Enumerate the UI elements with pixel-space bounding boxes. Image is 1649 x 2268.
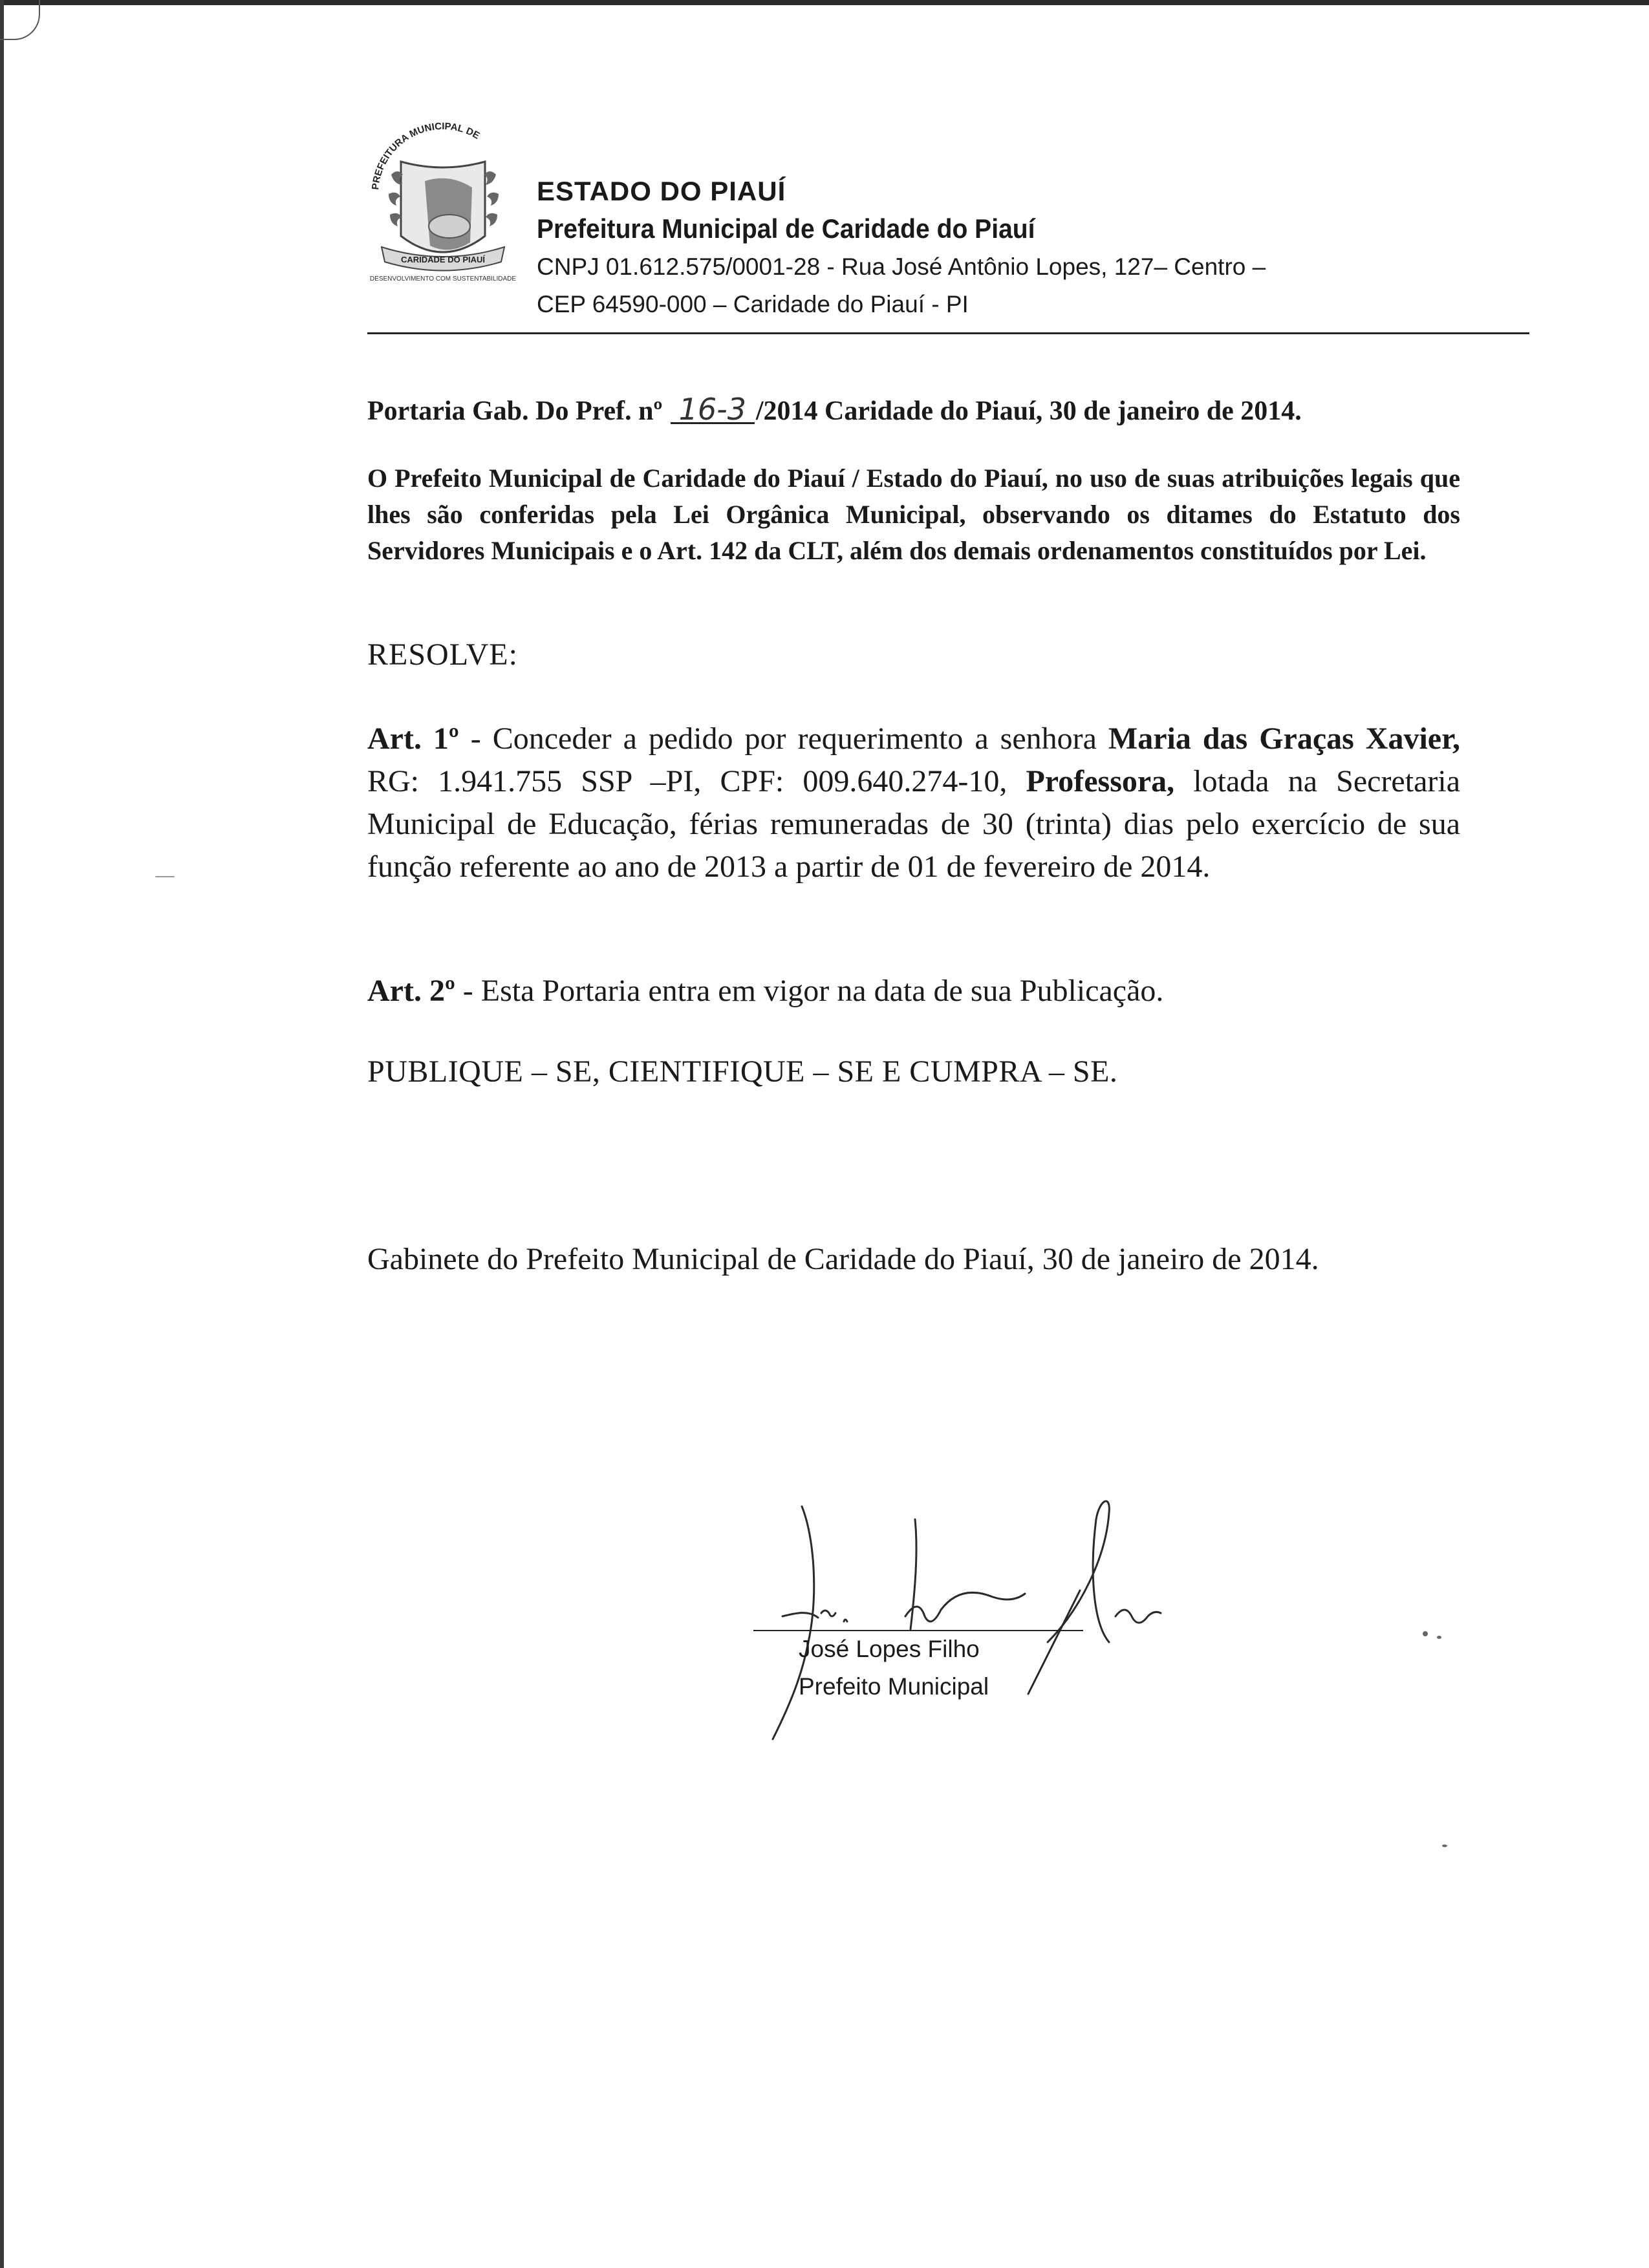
portaria-line bbox=[367, 392, 1302, 427]
header-divider bbox=[367, 332, 1529, 334]
municipal-crest-logo bbox=[352, 97, 534, 310]
crest-motto-text: DESENVOLVIMENTO COM SUSTENTABILIDADE bbox=[369, 275, 517, 283]
portaria-date: /2014 Caridade do Piauí, 30 de janeiro de 2014. bbox=[755, 396, 1302, 426]
scan-speck bbox=[1423, 1631, 1428, 1636]
article-2-label: Art. 2º bbox=[367, 974, 455, 1008]
signatory-title: Prefeito Municipal bbox=[799, 1673, 989, 1700]
employee-name: Maria das Graças Xavier, bbox=[1108, 722, 1460, 756]
portaria-number-handwritten: 16-3 bbox=[671, 396, 755, 424]
scan-speck bbox=[155, 876, 175, 877]
article-2 bbox=[367, 970, 1460, 1012]
scan-edge-left bbox=[0, 0, 4, 2268]
article-1-label: Art. 1º bbox=[367, 722, 459, 756]
scan-edge-top bbox=[0, 0, 1649, 5]
employee-role: Professora, bbox=[1026, 764, 1175, 798]
handwritten-signature bbox=[757, 1481, 1170, 1752]
crest-ribbon-text: CARIDADE DO PIAUÍ bbox=[400, 255, 486, 264]
crest-arc-text: PREFEITURA MUNICIPAL DE bbox=[370, 120, 482, 191]
gabinete-date-line: Gabinete do Prefeito Municipal de Caridade do Piauí, 30 de janeiro de 2014. bbox=[367, 1242, 1319, 1276]
article-1-text-part3: lotada na Secretaria Municipal de Educação, férias remuneradas de 30 (trinta) dias pelo exercício de sua função referente ao ano de 2013 a partir de 01 de fevereiro de 2014. bbox=[367, 764, 1460, 884]
scan-speck bbox=[1442, 1845, 1447, 1847]
cnpj-address-line: CNPJ 01.612.575/0001-28 - Rua José Antônio Lopes, 127– Centro – bbox=[537, 253, 1266, 280]
scan-speck bbox=[1437, 1636, 1441, 1639]
state-heading: ESTADO DO PIAUÍ bbox=[537, 176, 786, 206]
article-2-text: - Esta Portaria entra em vigor na data de sua Publicação. bbox=[455, 974, 1164, 1008]
article-1-text-part1: - Conceder a pedido por requerimento a senhora bbox=[458, 722, 1108, 756]
prefecture-heading: Prefeitura Municipal de Caridade do Piauí bbox=[537, 213, 1035, 244]
cep-line: CEP 64590-000 – Caridade do Piauí - PI bbox=[537, 291, 969, 317]
portaria-prefix: Portaria Gab. Do Pref. nº bbox=[367, 396, 663, 426]
signature-line bbox=[753, 1630, 1083, 1631]
signatory-name: José Lopes Filho bbox=[799, 1636, 980, 1662]
intro-paragraph: O Prefeito Municipal de Caridade do Piauí / Estado do Piauí, no uso de suas atribuições legais que lhes são conferidas pela Lei Orgânica Municipal, observando os ditames do Estatuto dos Servidores Municipais e o Art. 142 da CLT, além dos demais ordenamentos constituídos por Lei. bbox=[367, 464, 1460, 565]
scan-corner bbox=[0, 0, 40, 40]
resolve-heading: RESOLVE: bbox=[367, 637, 518, 672]
article-1 bbox=[367, 718, 1460, 888]
publication-order: PUBLIQUE – SE, CIENTIFIQUE – SE E CUMPRA – SE. bbox=[367, 1054, 1118, 1089]
article-1-text-part2: RG: 1.941.755 SSP –PI, CPF: 009.640.274-10, bbox=[367, 764, 1026, 798]
